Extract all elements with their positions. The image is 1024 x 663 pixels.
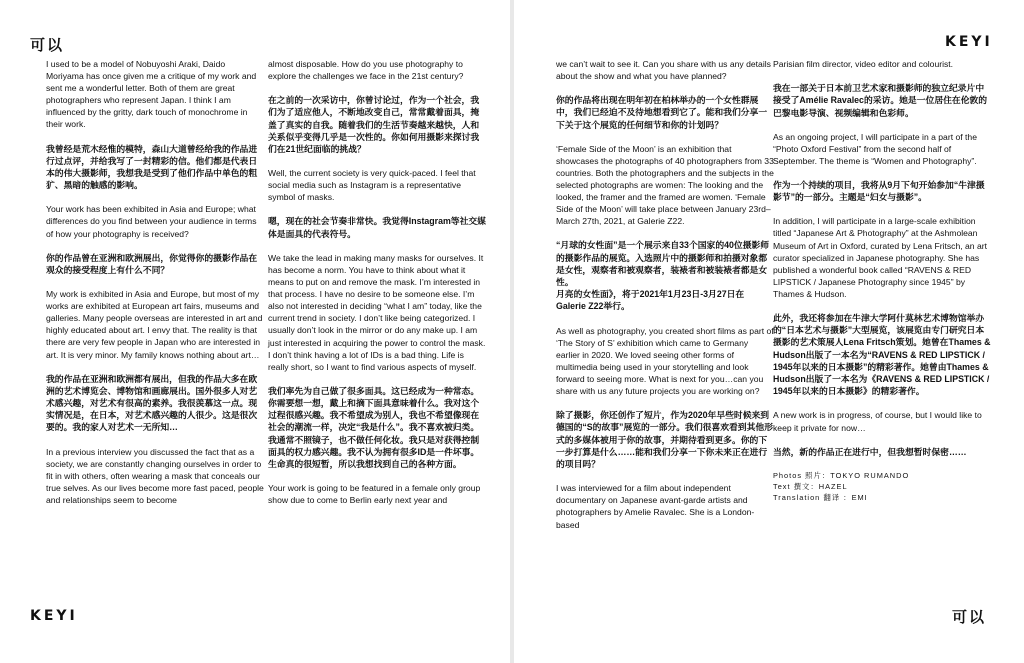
paragraph-english: almost disposable. How do you use photography to explore the challenges we face in the 21st century? <box>268 59 464 82</box>
paragraph-english: I was interviewed for a film about independent documentary on Japanese avant-garde artists and photographers by Amelie Ravalec. She is a London-based <box>556 483 755 530</box>
logo-en-bottom: KEYI <box>30 608 78 624</box>
paragraph-english: A new work is in progress, of course, but I would like to keep it private for now… <box>773 410 982 433</box>
paragraph-chinese: 我曾经是荒木经惟的模特，森山大道曾经给我的作品进行过点评，并给我写了一封精彩的信。他们都是代表日本的伟大摄影师，我想我是受到了他们作品中单色的粗犷、黑暗的触感的影响。 <box>46 143 258 191</box>
paragraph-english: We take the lead in making many masks for ourselves. It has become a norm. You have to think about what it means to put on and remove the mask. I’m interested in that process. I have no desire to be someone else. I’m also not interested in deciding “what I am” today, like the current trend in society. I don’t like being categorized. I usually don’t look in the mirror or do any make up. I am just interested in acquiring the power to control the mask. I don’t think having a lot of IDs is a bad thing. Life is really short, so I want to find various aspects of myself. <box>268 252 486 372</box>
credit-line: Translation 翻译 ：EMI <box>773 492 868 502</box>
column-3 <box>556 58 774 543</box>
paragraph-chinese: 嗯，现在的社会节奏非常快。我觉得Instagram等社交媒体是面具的代表符号。 <box>268 216 486 239</box>
paragraph-english: ‘Female Side of the Moon’ is an exhibition that showcases the photographs of 40 photographers from 33 countries. Both the photographers and the subjects in the selected photographs are women: The looking and the looked, the framer and the framed are women. ‘Female Side of the Moon’ will take place between January 23rd–March 27th, 2021, at Galerie Z22. <box>556 143 774 227</box>
credit-line: Photos 照片：TOKYO RUMANDO <box>773 470 910 480</box>
logo-cn-bottom: 可以 <box>952 608 987 626</box>
paragraph-english: I used to be a model of Nobuyoshi Araki, Daido Moriyama has once given me a critique of my work and sent me a wonderful letter. Both of them are great photographers who represent Japan. I think I am influenced by the gritty, dark touch of monochrome in their work. <box>46 59 257 130</box>
paragraph-chinese: 你的作品将出现在明年初在柏林举办的一个女性群展中，我们已经迫不及待地想看到它了。能和我们分享一下关于这个展览的任何细节和你的计划吗？ <box>556 95 768 130</box>
column-4 <box>773 58 991 503</box>
paragraph-chinese: 作为一个持续的项目，我将从9月下旬开始参加“牛津摄影节”的一部分。主题是“妇女与摄影”。 <box>773 179 985 203</box>
credit-line: Text 撰文：HAZEL <box>773 481 848 491</box>
left-page <box>0 0 510 663</box>
paragraph-english: Your work has been exhibited in Asia and Europe; what differences do you find between your audience in terms of how your photography is received? <box>46 204 257 239</box>
right-page <box>514 0 1024 663</box>
paragraph-english: As an ongoing project, I will participate in a part of the “Photo Oxford Festival” from the second half of September. The theme is “Women and Photography”. <box>773 131 977 166</box>
paragraph-english: Well, the current society is very quick-paced. I feel that social media such as Instagram is a representative symbol of masks. <box>268 168 476 203</box>
paragraph-chinese: 此外，我还将参加在牛津大学阿什莫林艺术博物馆举办的“日本艺术与摄影”大型展览，该展览由专门研究日本摄影的艺术策展人Lena Fritsch策划。她曾在Thames & Hudson出版了一本名为“RAVENS & RED LIPSTICK / 1945年以来的日本摄影”的精彩著作。她曾由Thames & Hudson出版了一本名为《RAVENS & RED LIPSTICK / 1945年以来的日本摄影》的精彩著作。 <box>773 313 991 397</box>
logo-en-top: KEYI <box>945 34 993 50</box>
paragraph-chinese: 在之前的一次采访中，你曾讨论过，作为一个社会，我们为了适应他人，不断地改变自己，常常戴着面具，掩盖了真实的自我。随着我们的生活节奏越来越快，人和关系似乎变得几乎是一次性的。你如何用摄影来探讨我们在21世纪面临的挑战？ <box>268 95 480 154</box>
paragraph-chinese: 我们率先为自己做了很多面具。这已经成为一种常态。你需要想一想，戴上和摘下面具意味着什么。我对这个过程很感兴趣。我不希望成为别人，我也不希望像现在社会的潮流一样，决定“我是什么”。我不喜欢被归类。我通常不照镜子，也不做任何化妆。我只是对获得控制面具的权力感兴趣。我不认为拥有很多ID是一件坏事。生命真的很短暂，所以我想找到自己的各种方面。 <box>268 385 480 470</box>
paragraph-chinese: 我在一部关于日本前卫艺术家和摄影师的独立纪录片中接受了Amélie Ravalec的采访。她是一位居住在伦敦的巴黎电影导演、视频编辑和色彩师。 <box>773 83 988 118</box>
paragraph-chinese: 我的作品在亚洲和欧洲都有展出，但我的作品大多在欧洲的艺术博览会、博物馆和画廊展出。国外很多人对艺术感兴趣，对艺术有很高的素养。我很羡慕这一点。现实情况是，在日本，对艺术感兴趣的人很少。这是很次要的。我的家人对艺术一无所知… <box>46 373 258 433</box>
paragraph-english: we can’t wait to see it. Can you share with us any details about the show and what you have planned? <box>556 59 771 82</box>
paragraph-english: Parisian film director, video editor and colourist. <box>773 59 954 69</box>
paragraph-chinese: 当然，新的作品正在进行中，但我想暂时保密…… <box>773 446 967 457</box>
paragraph-english: Your work is going to be featured in a female only group show due to come to Berlin early next year and <box>268 483 481 506</box>
column-1 <box>46 58 264 518</box>
paragraph-chinese: “月球的女性面”是一个展示来自33个国家的40位摄影师的摄影作品的展览。入选照片中的摄影师和拍摄对象都是女性，观察者和被观察者，装裱者和被装裱者都是女性。 月亮的女性面》，将于2021年1月23日-3月27日在Galerie Z22举行。 <box>556 240 770 312</box>
credits <box>773 470 991 503</box>
paragraph-chinese: 你的作品曾在亚洲和欧洲展出，你觉得你的摄影作品在观众的接受程度上有什么不同？ <box>46 252 258 275</box>
paragraph-english: In a previous interview you discussed the fact that as a society, we are constantly changing ourselves in order to fit in with others, often wearing a mask that conceals our true selves. As our lives become more fast paced, people and relationships seem to become <box>46 446 264 506</box>
paragraph-english: In addition, I will participate in a large-scale exhibition titled “Japanese Art & Photography” at the Ashmolean Museum of Art in Oxford, curated by Lena Fritsch, an art curator specialized in Japanese photography. She has published a wonderful book called “RAVENS & RED LIPSTICK / Japanese Photography since 1945” by Thames & Hudson. <box>773 216 987 299</box>
paragraph-english: As well as photography, you created short films as part of ‘The Story of S’ exhibition which came to Germany earlier in 2020. We loved seeing other forms of multimedia being used in your storytelling and look forward to seeing more. What is next for you…can you share with us any future projects you are working on? <box>556 325 774 397</box>
column-2 <box>268 58 486 518</box>
paragraph-english: My work is exhibited in Asia and Europe, but most of my works are exhibited at European art fairs, museums and galleries. Many people overseas are interested in art and highly educated about art. I envy that. The reality is that there are very few people in Japan who are interested in art. It is very minor. My family knows nothing about art… <box>46 289 263 360</box>
logo-cn-top: 可以 <box>30 36 65 54</box>
paragraph-chinese: 除了摄影，你还创作了短片，作为2020年早些时候来到德国的“S的故事”展览的一部分。我们很喜欢看到其他形式的多媒体被用于你的故事，并期待看到更多。你的下一步打算是什么……能和我们分享一下你未来正在进行的项目吗？ <box>556 410 773 470</box>
